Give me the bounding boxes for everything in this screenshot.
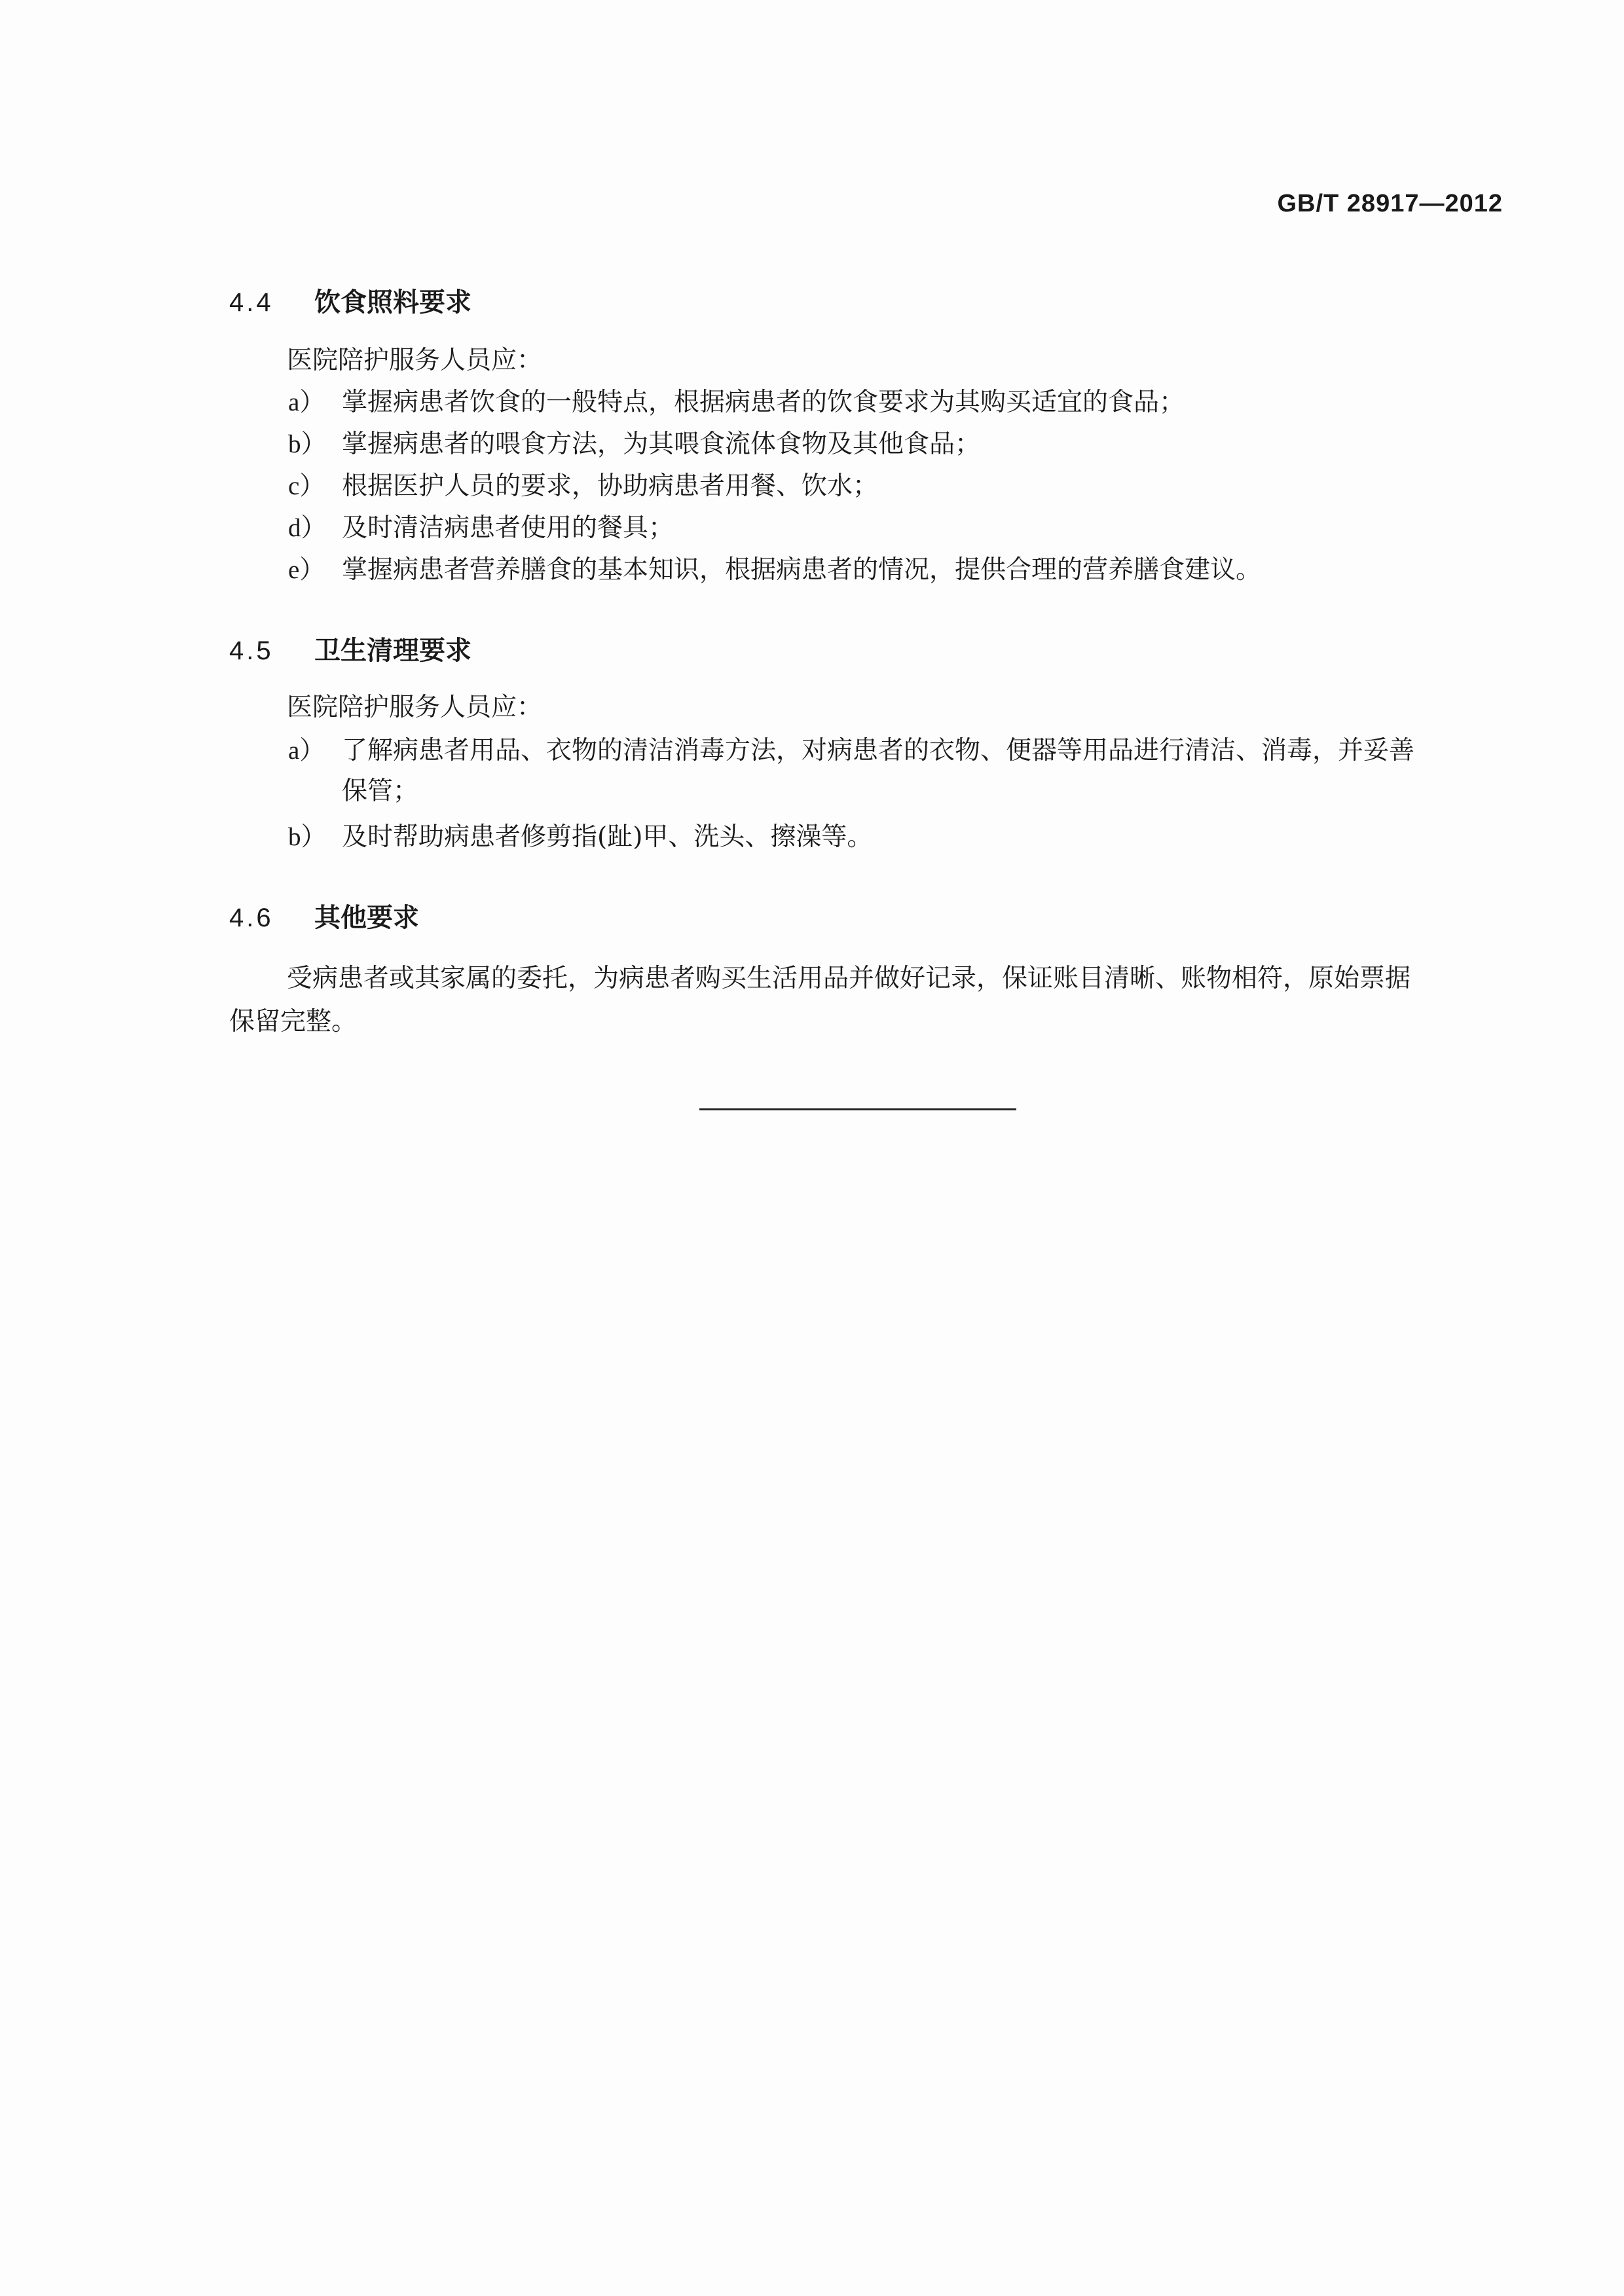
- standard-code: GB/T 28917—2012: [1277, 190, 1503, 217]
- section-title: 其他要求: [314, 903, 419, 933]
- section-number: 4.4: [229, 288, 274, 317]
- list-item: [288, 508, 674, 549]
- section-number: 4.6: [229, 903, 274, 932]
- list-marker: a）: [288, 737, 325, 765]
- section-title: 饮食照料要求: [314, 287, 471, 318]
- section-heading-4-4: [229, 282, 471, 319]
- section-intro: 医院陪护服务人员应：: [287, 693, 543, 722]
- body-paragraph-line-2: 保留完整。: [229, 1007, 358, 1036]
- list-marker: d）: [288, 514, 327, 542]
- end-of-document-rule: [699, 1108, 1016, 1110]
- list-marker: e）: [288, 556, 325, 584]
- list-marker: b）: [288, 430, 327, 458]
- section-heading-4-5: [229, 630, 471, 667]
- section-number: 4.5: [229, 636, 274, 665]
- list-item: [288, 817, 872, 858]
- section-title: 卫生清理要求: [314, 636, 471, 666]
- list-item: [288, 731, 1414, 812]
- body-paragraph-line-1: 受病患者或其家属的委托，为病患者购买生活用品并做好记录，保证账目清晰、账物相符，原始票据: [287, 964, 1411, 993]
- list-item-text: 及时清洁病患者使用的餐具；: [342, 513, 674, 543]
- list-item-text: 及时帮助病患者修剪指(趾)甲、洗头、擦澡等。: [342, 822, 873, 852]
- list-item-text: 根据医护人员的要求，协助病患者用餐、饮水；: [342, 471, 879, 501]
- section-intro: 医院陪护服务人员应：: [287, 346, 543, 375]
- list-marker: a）: [288, 388, 325, 416]
- list-marker: c）: [288, 472, 325, 500]
- list-item: [288, 550, 1261, 591]
- section-heading-4-6: [229, 897, 419, 934]
- list-item-text: 掌握病患者的喂食方法，为其喂食流体食物及其他食品；: [342, 429, 981, 459]
- list-item: [288, 382, 1185, 423]
- list-item-text: 了解病患者用品、衣物的清洁消毒方法，对病患者的衣物、便器等用品进行清洁、消毒，并妥善: [342, 736, 1415, 765]
- list-item-text: 掌握病患者营养膳食的基本知识，根据病患者的情况，提供合理的营养膳食建议。: [342, 555, 1262, 585]
- list-item: [288, 466, 878, 507]
- list-marker: b）: [288, 823, 327, 851]
- list-item-text: 掌握病患者饮食的一般特点，根据病患者的饮食要求为其购买适宜的食品；: [342, 388, 1185, 417]
- list-item-continuation: 保管；: [342, 776, 419, 806]
- list-item: [288, 424, 980, 465]
